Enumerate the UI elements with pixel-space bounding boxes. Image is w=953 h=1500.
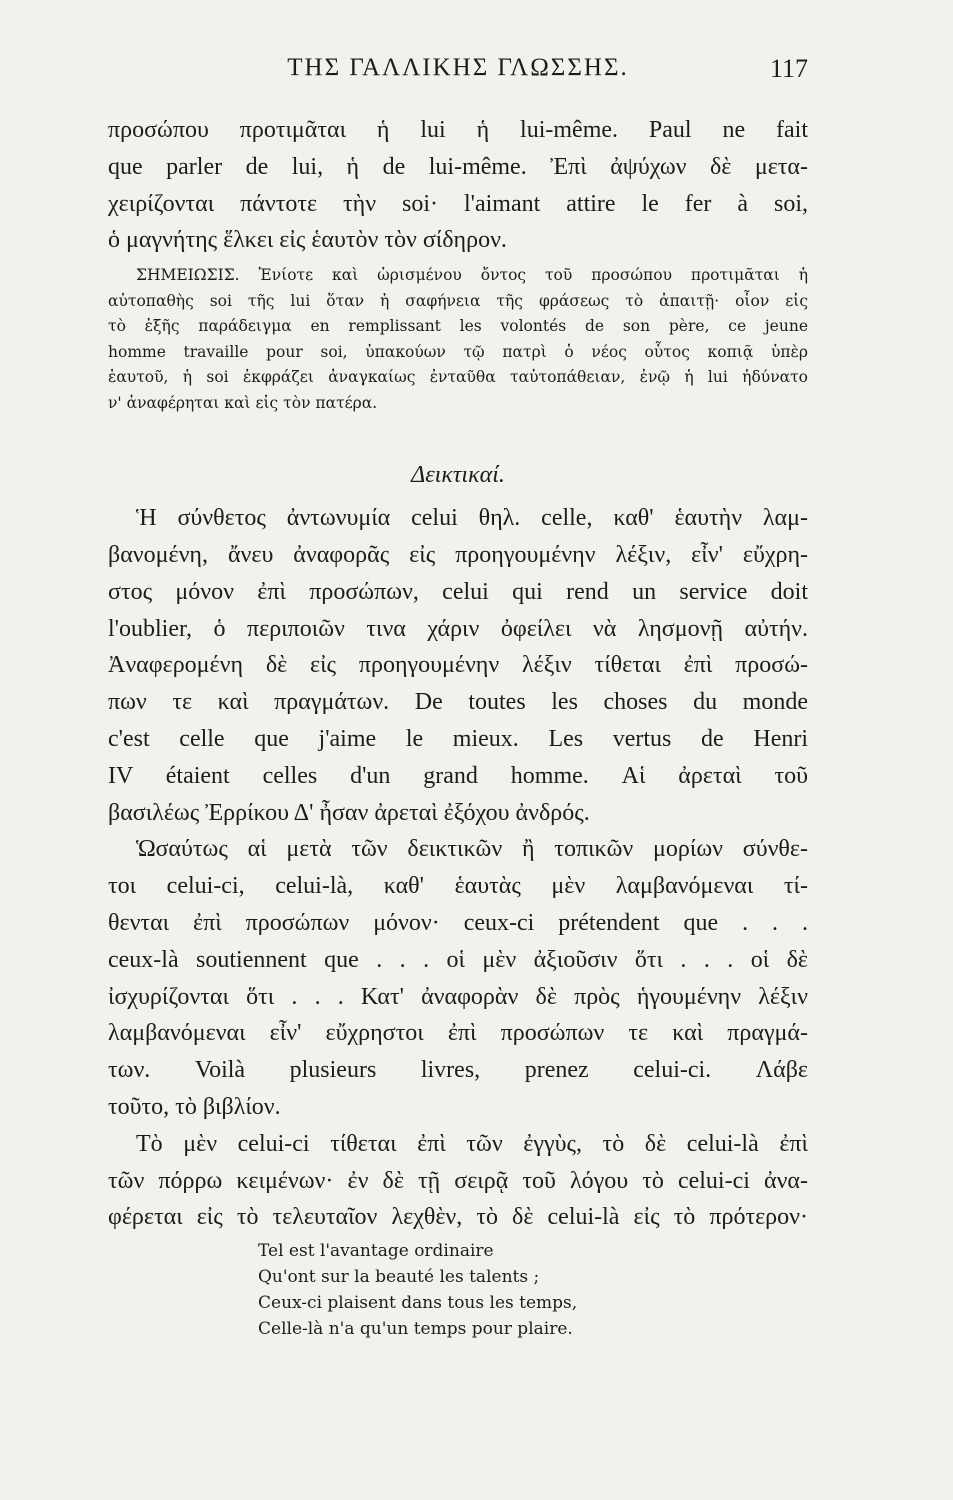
note bbox=[108, 263, 808, 416]
text-line: ἰσχυρίζονται ὅτι . . . Κατ' ἀναφορὰν δὲ πρὸς ἡγουμένην λέξιν bbox=[108, 983, 808, 1010]
note-line: ΣΗΜΕΙΩΣΙΣ. Ἐνίοτε καὶ ὡρισμένου ὄντος τοῦ προσώπου προτιμᾶται ἡ bbox=[136, 266, 808, 285]
text-line: τοῦτο, τὸ βιβλίον. bbox=[108, 1093, 281, 1120]
paragraph-4 bbox=[108, 1126, 808, 1236]
text-line: βασιλέως Ἐρρίκου Δ' ἦσαν ἀρεταὶ ἐξόχου ἀνδρός. bbox=[108, 799, 590, 826]
text-line: ceux-là soutiennent que . . . οἱ μὲν ἀξιοῦσιν ὅτι . . . οἱ δὲ bbox=[108, 946, 808, 973]
text-line: que parler de lui, ἡ de lui-même. Ἐπὶ ἀψύχων δὲ μετα- bbox=[108, 153, 808, 180]
note-line: τὸ ἑξῆς παράδειγμα en remplissant les volontés de son père, ce jeune bbox=[108, 317, 808, 336]
section-title: Δεικτικαί. bbox=[411, 462, 505, 489]
text-line: προσώπου προτιμᾶται ἡ lui ἡ lui-même. Paul ne fait bbox=[108, 117, 808, 143]
text-line: βανομένη, ἄνευ ἀναφορᾶς εἰς προηγουμένην λέξιν, εἶν' εὔχρη- bbox=[108, 541, 808, 568]
poem-line: Celle-là n'a qu'un temps pour plaire. bbox=[258, 1319, 573, 1340]
note-line: ν' ἀναφέρηται καὶ εἰς τὸν πατέρα. bbox=[108, 393, 378, 412]
text-line: πων τε καὶ πραγμάτων. De toutes les choses du monde bbox=[108, 689, 808, 716]
note-line: homme travaille pour soi, ὑπακούων τῷ πατρὶ ὁ νέος οὗτος κοπιᾷ ὑπὲρ bbox=[108, 342, 808, 361]
page-number: 117 bbox=[769, 54, 808, 83]
text-line: των. Voilà plusieurs livres, prenez celui-ci. Λάβε bbox=[108, 1057, 808, 1084]
text-line: c'est celle que j'aime le mieux. Les vertus de Henri bbox=[108, 725, 808, 752]
paragraph-1 bbox=[108, 112, 808, 259]
text-line: στος μόνον ἐπὶ προσώπων, celui qui rend un service doit bbox=[108, 578, 808, 605]
text-line: IV étaient celles d'un grand homme. Αἱ ἀρεταὶ τοῦ bbox=[108, 762, 808, 789]
text-line: Τὸ μὲν celui-ci τίθεται ἐπὶ τῶν ἐγγὺς, τὸ δὲ celui-là ἐπὶ bbox=[136, 1130, 808, 1157]
poem-line: Qu'ont sur la beauté les talents ; bbox=[258, 1267, 540, 1288]
poem-line: Ceux-ci plaisent dans tous les temps, bbox=[258, 1293, 578, 1314]
running-head: ΤΗΣ ΓΑΛΛΙΚΗΣ ΓΛΩΣΣΗΣ. bbox=[287, 54, 629, 81]
text-line: λαμβανόμεναι εἶν' εὔχρηστοι ἐπὶ προσώπων τε καὶ πραγμά- bbox=[108, 1020, 808, 1047]
paragraph-3 bbox=[108, 831, 808, 1125]
text-line: τοι celui-ci, celui-là, καθ' ἑαυτὰς μὲν λαμβανόμεναι τί- bbox=[108, 873, 808, 900]
note-line: ἑαυτοῦ, ἡ soi ἐκφράζει ἀναγκαίως ἐνταῦθα ταὐτοπάθειαν, ἐνῷ ἡ lui ἠδύνατο bbox=[108, 368, 808, 387]
poem bbox=[258, 1238, 808, 1342]
text-line: φέρεται εἰς τὸ τελευταῖον λεχθὲν, τὸ δὲ celui-là εἰς τὸ πρότερον· bbox=[108, 1204, 808, 1231]
note-line: αὐτοπαθὴς soi τῆς lui ὅταν ἡ σαφήνεια τῆς φράσεως τὸ ἀπαιτῇ· οἷον εἰς bbox=[108, 291, 808, 310]
text-line: θενται ἐπὶ προσώπων μόνον· ceux-ci prétendent que . . . bbox=[108, 909, 808, 936]
text-line: Ὡσαύτως αἱ μετὰ τῶν δεικτικῶν ἢ τοπικῶν μορίων σύνθε- bbox=[136, 836, 808, 863]
text-line: χειρίζονται πάντοτε τὴν soi· l'aimant attire le fer à soi, bbox=[108, 190, 808, 217]
paragraph-2 bbox=[108, 500, 808, 831]
page-body bbox=[108, 112, 808, 1342]
text-line: l'oublier, ὁ περιποιῶν τινα χάριν ὀφείλει νὰ λησμονῇ αὐτήν. bbox=[108, 615, 808, 642]
page-header bbox=[108, 54, 808, 94]
text-line: Ἡ σύνθετος ἀντωνυμία celui θηλ. celle, καθ' ἑαυτὴν λαμ- bbox=[136, 505, 808, 532]
text-line: τῶν πόρρω κειμένων· ἐν δὲ τῇ σειρᾷ τοῦ λόγου τὸ celui-ci ἀνα- bbox=[108, 1167, 808, 1194]
poem-line: Tel est l'avantage ordinaire bbox=[258, 1241, 494, 1262]
text-line: Ἀναφερομένη δὲ εἰς προηγουμένην λέξιν τίθεται ἐπὶ προσώ- bbox=[108, 652, 808, 679]
text-line: ὁ μαγνήτης ἕλκει εἰς ἑαυτὸν τὸν σίδηρον. bbox=[108, 227, 507, 254]
